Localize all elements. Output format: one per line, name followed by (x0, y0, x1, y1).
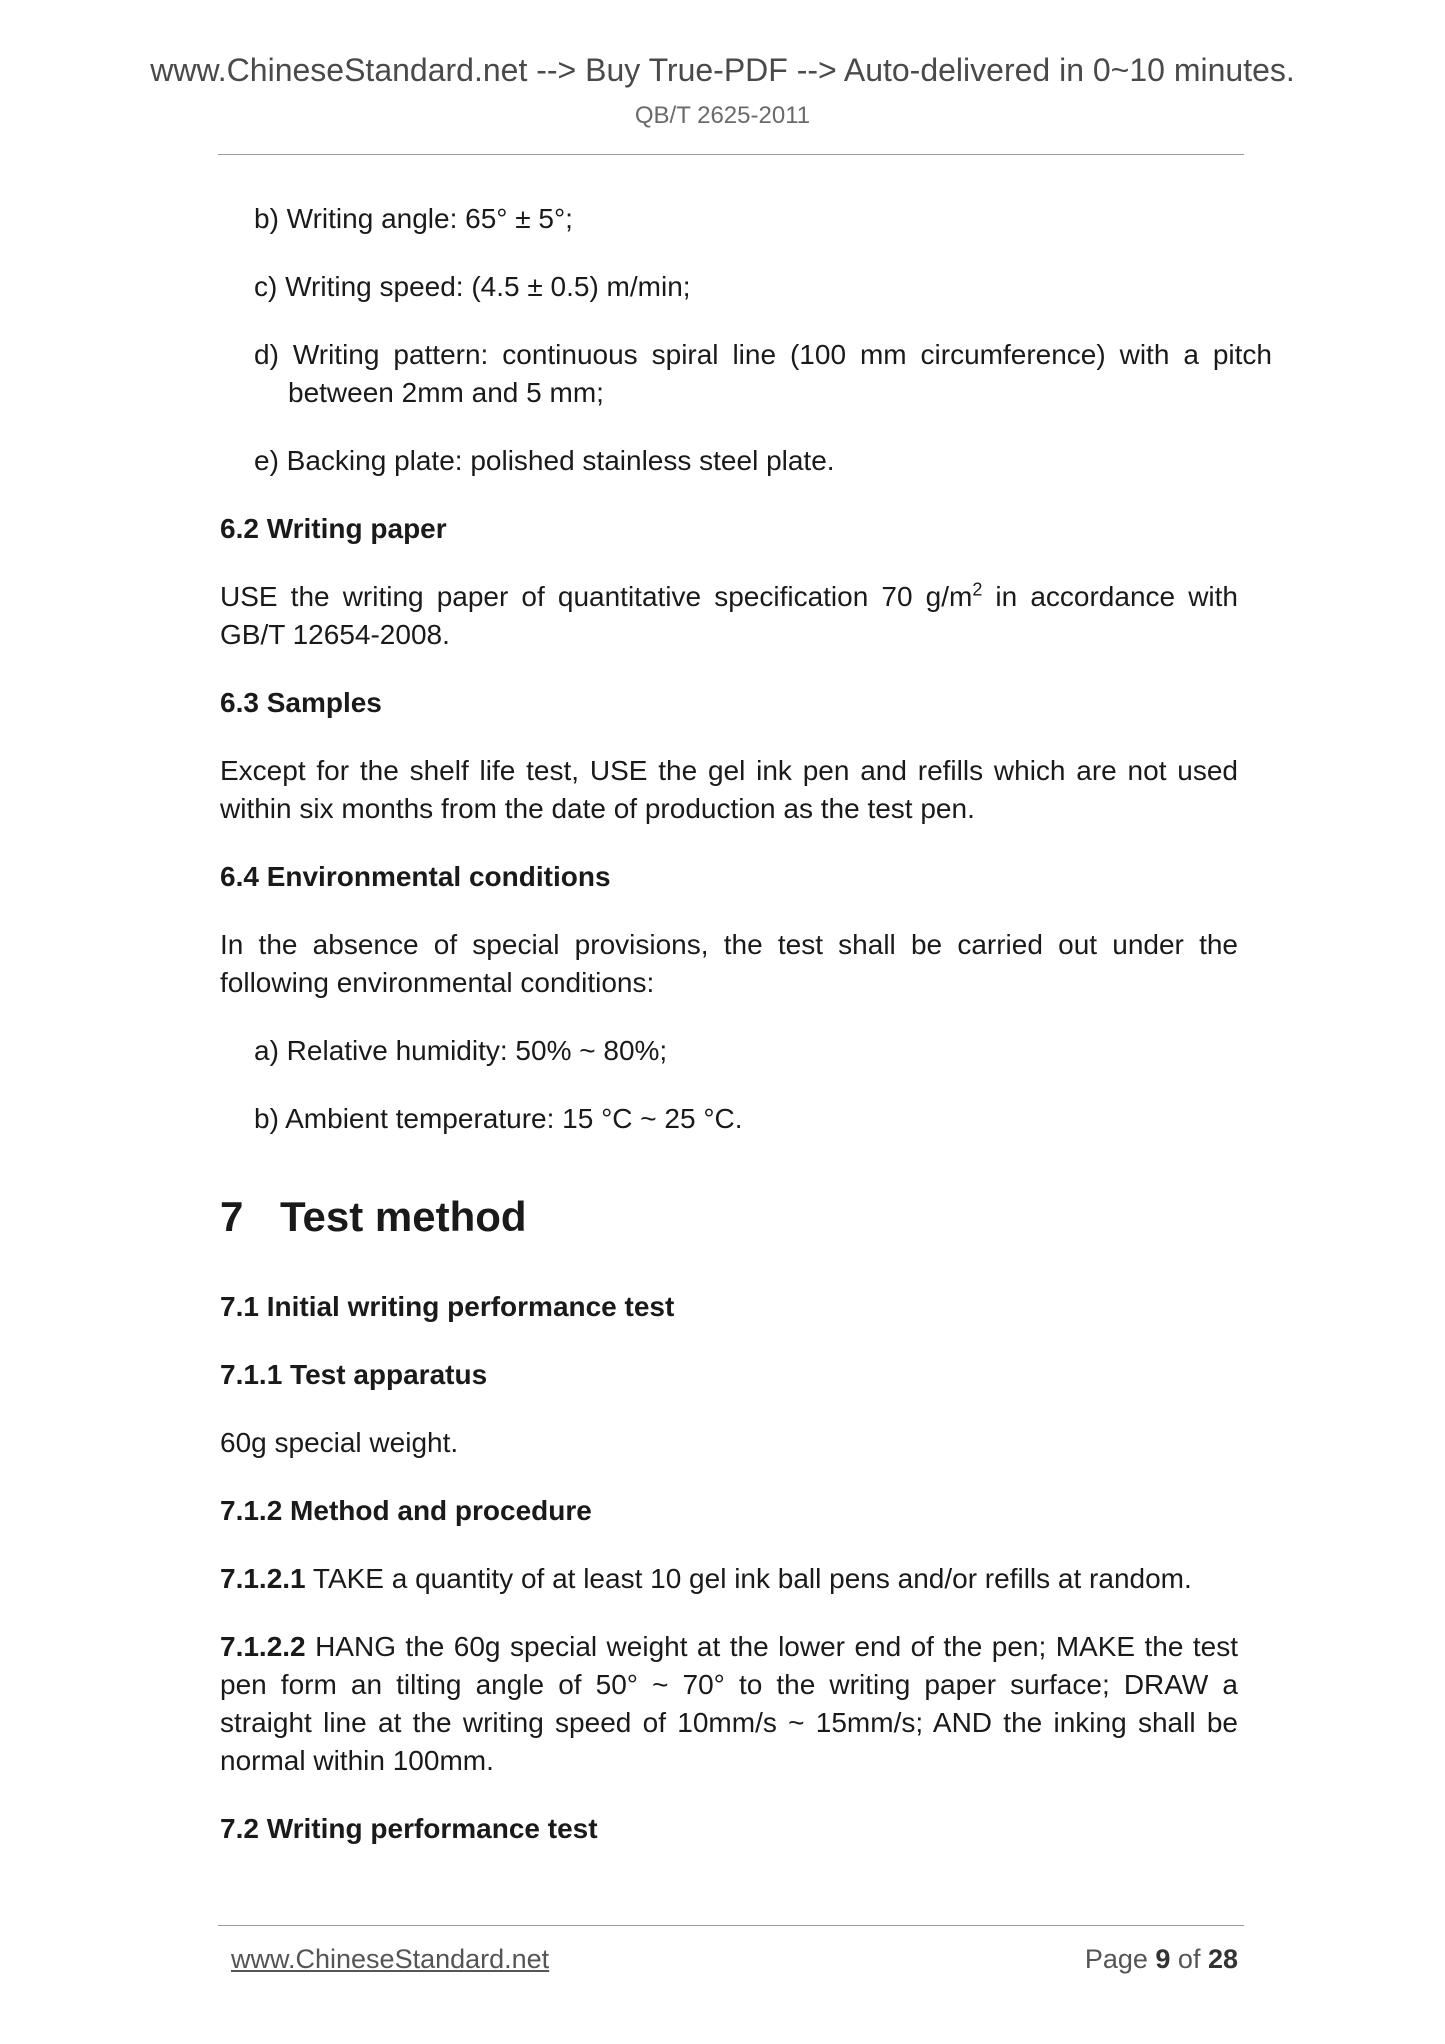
paragraph-text: in accordance with GB/T 12654-2008. (220, 581, 1238, 650)
paragraph-samples: Except for the shelf life test, USE the gel ink pen and refills which are not used within six months from the date of production as the test pen. (220, 755, 1238, 824)
footer-website-link[interactable]: www.ChineseStandard.net (231, 1944, 550, 1974)
section-heading-6-3: 6.3 Samples (220, 687, 382, 718)
page-of: of (1170, 1944, 1208, 1974)
paragraph-writing-paper (220, 578, 1238, 654)
header-divider (218, 154, 1244, 155)
section-heading-6-2: 6.2 Writing paper (220, 513, 447, 544)
chapter-title: Test method (280, 1193, 527, 1240)
footer-divider (218, 1925, 1244, 1926)
page-indicator (1085, 1944, 1238, 1975)
superscript: 2 (972, 579, 983, 600)
total-page-count: 28 (1207, 1944, 1238, 1974)
list-item-writing-speed: c) Writing speed: (4.5 ± 0.5) m/min; (254, 271, 691, 302)
section-heading-7-1-1: 7.1.1 Test apparatus (220, 1359, 488, 1390)
current-page-number: 9 (1155, 1944, 1171, 1974)
list-item-writing-angle: b) Writing angle: 65° ± 5°; (254, 203, 573, 234)
list-item-writing-pattern: d) Writing pattern: continuous spiral line (100 mm circumference) with a pitch between 2mm and 5 mm; (254, 339, 1272, 408)
section-heading-7-1: 7.1 Initial writing performance test (220, 1291, 675, 1322)
section-heading-7-2: 7.2 Writing performance test (220, 1813, 598, 1844)
header-banner: www.ChineseStandard.net --> Buy True-PDF --> Auto-delivered in 0~10 minutes. (150, 52, 1295, 88)
paragraph-test-apparatus: 60g special weight. (220, 1427, 459, 1458)
page-prefix: Page (1084, 1944, 1156, 1974)
clause-7-1-2-2 (220, 1628, 1238, 1780)
list-item-humidity: a) Relative humidity: 50% ~ 80%; (254, 1035, 668, 1066)
list-item-backing-plate: e) Backing plate: polished stainless steel plate. (254, 445, 835, 476)
clause-text: HANG the 60g special weight at the lower end of the pen; MAKE the test pen form an tilting angle of 50° ~ 70° to the writing paper surface; DRAW a straight line at the writing speed of 10mm/s ~ 15mm/s; AND the inking shall be normal within 100mm. (220, 1631, 1238, 1776)
chapter-number: 7 (220, 1193, 244, 1240)
clause-number: 7.1.2.2 (220, 1631, 306, 1662)
paragraph-environmental-conditions: In the absence of special provisions, the test shall be carried out under the following environmental conditions: (220, 929, 1238, 998)
list-item-temperature: b) Ambient temperature: 15 °C ~ 25 °C. (254, 1103, 743, 1134)
clause-text: TAKE a quantity of at least 10 gel ink ball pens and/or refills at random. (305, 1563, 1192, 1594)
chapter-heading-7 (220, 1192, 1238, 1242)
section-heading-7-1-2: 7.1.2 Method and procedure (220, 1495, 592, 1526)
clause-7-1-2-1 (220, 1560, 1238, 1598)
paragraph-text: USE the writing paper of quantitative specification 70 g/m (220, 581, 973, 612)
document-number: QB/T 2625-2011 (634, 102, 811, 129)
section-heading-6-4: 6.4 Environmental conditions (220, 861, 611, 892)
clause-number: 7.1.2.1 (220, 1563, 306, 1594)
